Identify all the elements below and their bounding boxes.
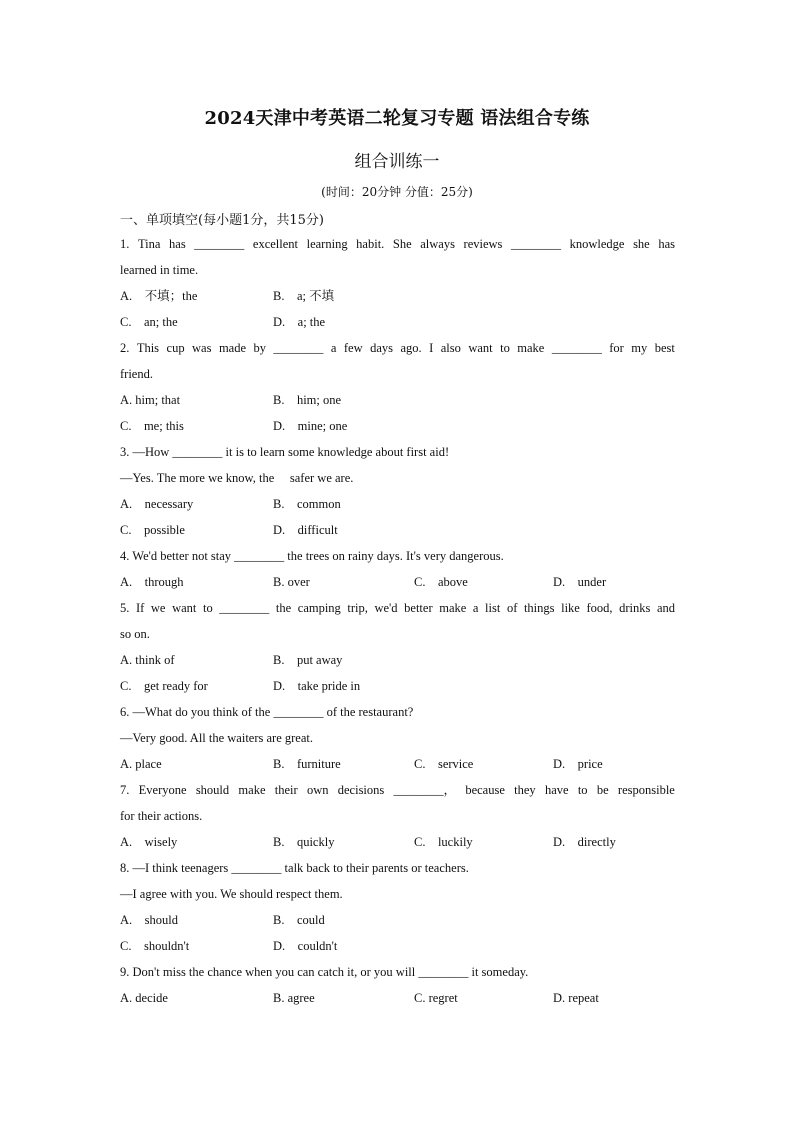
option-c[interactable]: C. shouldn't — [120, 939, 190, 953]
option-b[interactable]: B. furniture — [273, 757, 341, 771]
section-heading: 一、单项填空(每小题1分，共15分) — [120, 213, 324, 228]
question-1-line-2: learned in time. — [120, 263, 199, 277]
question-1-options-row-1 — [120, 288, 720, 304]
option-d[interactable]: D. difficult — [273, 523, 338, 537]
option-d[interactable]: D. price — [553, 757, 603, 771]
option-b[interactable]: B. agree — [273, 991, 315, 1005]
question-8-line-1: 8. —I think teenagers ________ talk back to their parents or teachers. — [120, 861, 469, 875]
option-b[interactable]: B. put away — [273, 653, 343, 667]
option-c[interactable]: C. get ready for — [120, 679, 208, 693]
question-6-line-2: —Very good. All the waiters are great. — [120, 731, 313, 745]
option-d[interactable]: D. a; the — [273, 315, 326, 329]
option-c[interactable]: C. luckily — [414, 835, 473, 849]
question-2-line-2: friend. — [120, 367, 153, 381]
option-d[interactable]: D. take pride in — [273, 679, 361, 693]
option-d[interactable]: D. couldn't — [273, 939, 338, 953]
question-5-options-row-1 — [120, 652, 720, 668]
question-9-options — [120, 990, 720, 1006]
option-a[interactable]: A. should — [120, 913, 178, 927]
option-c[interactable]: C. an; the — [120, 315, 178, 329]
question-5-line-2: so on. — [120, 627, 150, 641]
question-2-line-1: 2. This cup was made by ________ a few days ago. I also want to make ________ for my best — [120, 341, 675, 355]
option-c[interactable]: C. service — [414, 757, 474, 771]
question-3-options-row-2 — [120, 522, 720, 538]
question-8-options-row-1 — [120, 912, 720, 928]
question-6-line-1: 6. —What do you think of the ________ of the restaurant? — [120, 705, 414, 719]
option-a[interactable]: A. through — [120, 575, 184, 589]
question-3-options-row-1 — [120, 496, 720, 512]
option-a[interactable]: A. think of — [120, 653, 175, 667]
question-8-options-row-2 — [120, 938, 720, 954]
option-c[interactable]: C. regret — [414, 991, 458, 1005]
question-7-options — [120, 834, 720, 850]
time-score-note: (时间：20分钟 分值：25分) — [321, 185, 473, 199]
option-b[interactable]: B. over — [273, 575, 310, 589]
question-5-options-row-2 — [120, 678, 720, 694]
option-a[interactable]: A. him; that — [120, 393, 181, 407]
question-3-line-1: 3. —How ________ it is to learn some knowledge about first aid! — [120, 445, 450, 459]
option-d[interactable]: D. repeat — [553, 991, 599, 1005]
option-b[interactable]: B. could — [273, 913, 325, 927]
option-a[interactable]: A. necessary — [120, 497, 194, 511]
question-2-options-row-2 — [120, 418, 720, 434]
option-d[interactable]: D. directly — [553, 835, 616, 849]
question-5-line-1: 5. If we want to ________ the camping trip, we'd better make a list of things like food, drinks and — [120, 601, 675, 615]
option-b[interactable]: B. a; 不填 — [273, 289, 335, 303]
question-1-line-1: 1. Tina has ________ excellent learning habit. She always reviews ________ knowledge she has — [120, 237, 675, 251]
option-c[interactable]: C. me; this — [120, 419, 184, 433]
question-7-line-2: for their actions. — [120, 809, 203, 823]
question-7-line-1: 7. Everyone should make their own decisions ________， because they have to be responsible — [120, 783, 675, 797]
option-b[interactable]: B. him; one — [273, 393, 342, 407]
page-subtitle: 组合训练一 — [354, 152, 440, 172]
option-d[interactable]: D. mine; one — [273, 419, 348, 433]
option-a[interactable]: A. wisely — [120, 835, 178, 849]
question-4-options — [120, 574, 720, 590]
question-3-line-2: —Yes. The more we know, the safer we are. — [120, 471, 354, 485]
option-a[interactable]: A. decide — [120, 991, 168, 1005]
question-4-line-1: 4. We'd better not stay ________ the trees on rainy days. It's very dangerous. — [120, 549, 504, 563]
page-title: 2024天津中考英语二轮复习专题 语法组合专练 — [204, 108, 590, 129]
question-9-line-1: 9. Don't miss the chance when you can catch it, or you will ________ it someday. — [120, 965, 529, 979]
option-d[interactable]: D. under — [553, 575, 607, 589]
option-a[interactable]: A. 不填；the — [120, 289, 198, 303]
question-2-options-row-1 — [120, 392, 720, 408]
option-b[interactable]: B. common — [273, 497, 341, 511]
option-c[interactable]: C. possible — [120, 523, 185, 537]
question-1-options-row-2 — [120, 314, 720, 330]
question-6-options — [120, 756, 720, 772]
question-8-line-2: —I agree with you. We should respect them. — [120, 887, 343, 901]
option-c[interactable]: C. above — [414, 575, 468, 589]
option-a[interactable]: A. place — [120, 757, 162, 771]
option-b[interactable]: B. quickly — [273, 835, 335, 849]
